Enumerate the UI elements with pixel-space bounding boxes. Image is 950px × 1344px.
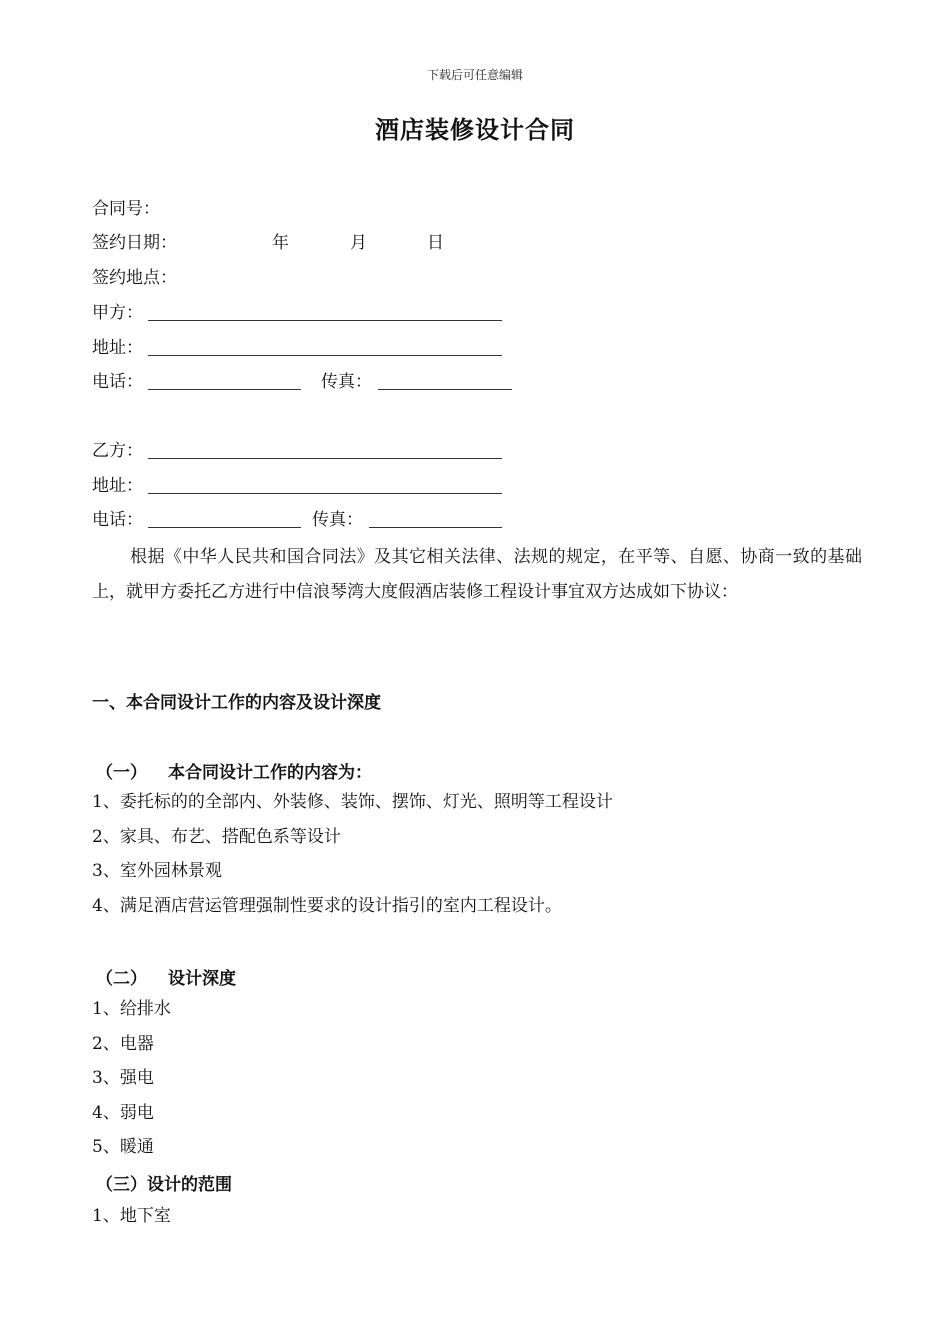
subsection-1-number: （一） [96,763,147,783]
list-item: 1、委托标的的全部内、外装修、装饰、摆饰、灯光、照明等工程设计 [92,792,613,812]
sign-place-label: 签约地点： [92,268,177,288]
party-b-phone-label: 电话： [92,510,143,530]
party-a-blank [148,320,502,321]
subsection-2-number: （二） [96,969,147,989]
subsection-3-heading: （三）设计的范围 [96,1175,232,1195]
section-1-heading: 一、本合同设计工作的内容及设计深度 [92,693,381,713]
party-a-fax-blank [378,389,512,390]
list-item: 4、弱电 [92,1103,154,1123]
sign-date-label: 签约日期： [92,233,177,253]
sign-date-day: 日 [427,233,444,253]
contract-number-label: 合同号： [92,199,160,219]
list-item: 2、家具、布艺、搭配色系等设计 [92,827,341,847]
party-a-address-label: 地址： [92,338,143,358]
party-a-label: 甲方： [92,303,143,323]
party-b-fax-label: 传真： [312,510,363,530]
party-a-fax-label: 传真： [321,372,372,392]
list-item: 1、给排水 [92,999,171,1019]
party-b-phone-blank [148,527,301,528]
list-item: 3、强电 [92,1068,154,1088]
intro-paragraph: 根据《中华人民共和国合同法》及其它相关法律、法规的规定，在平等、自愿、协商一致的基础上，就甲方委托乙方进行中信浪琴湾大度假酒店装修工程设计事宜双方达成如下协议： [92,547,862,602]
list-item: 3、室外园林景观 [92,861,222,881]
party-b-label: 乙方： [92,441,143,461]
list-item: 1、地下室 [92,1206,171,1226]
sign-date-year: 年 [272,233,289,253]
party-a-phone-blank [148,389,301,390]
party-a-phone-label: 电话： [92,372,143,392]
list-item: 4、满足酒店营运管理强制性要求的设计指引的室内工程设计。 [92,896,562,916]
party-b-blank [148,458,502,459]
header-note: 下载后可任意编辑 [426,68,523,82]
party-b-address-label: 地址： [92,476,143,496]
party-b-address-blank [148,493,502,494]
sign-date-month: 月 [350,233,367,253]
party-a-address-blank [148,355,502,356]
list-item: 5、暖通 [92,1137,154,1157]
party-b-fax-blank [369,527,502,528]
subsection-2-title: 设计深度 [168,969,236,989]
subsection-1-title: 本合同设计工作的内容为： [168,763,372,783]
document-title: 酒店装修设计合同 [375,116,575,144]
list-item: 2、电器 [92,1034,154,1054]
